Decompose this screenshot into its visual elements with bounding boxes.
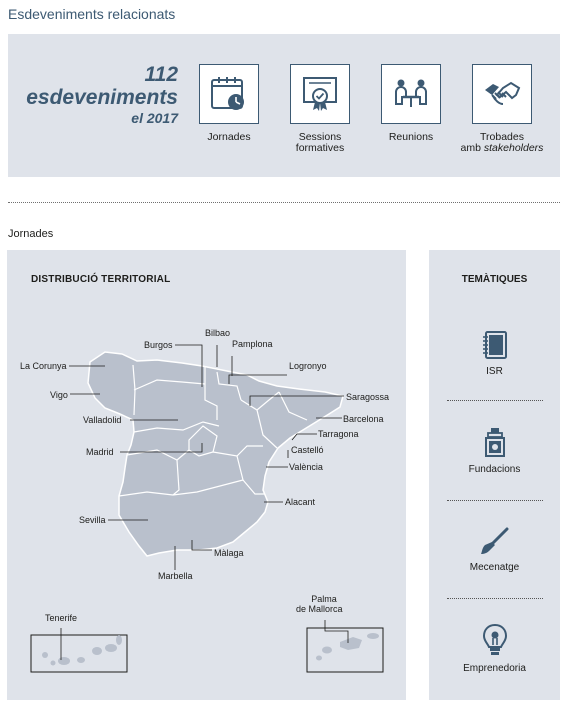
theme-label: Emprenedoria [463,663,526,674]
theme-label: ISR [486,366,503,377]
jar-icon [480,426,510,458]
events-count: 112 [144,63,178,86]
city-palma-line1: Palma [311,594,337,604]
city-bilbao: Bilbao [205,328,231,338]
paintbrush-icon [479,526,511,556]
city-valladolid: Valladolid [83,415,122,425]
city-madrid: Madrid [86,447,114,457]
theme-divider [447,598,543,599]
city-barcelona: Barcelona [343,414,384,424]
theme-label: Mecenatge [469,562,520,573]
city-tarragona: Tarragona [318,429,359,439]
city-castello: Castelló [291,445,324,455]
handshake-icon [472,64,532,124]
theme-divider [447,400,543,401]
theme-label: Fundacions [468,464,521,475]
map-title: DISTRIBUCIÓ TERRITORIAL [31,274,171,285]
city-vigo: Vigo [50,390,68,400]
theme-isr [429,330,560,377]
city-burgos: Burgos [144,340,173,350]
city-sevilla: Sevilla [79,515,106,525]
city-saragossa: Saragossa [346,392,390,402]
city-malaga: Màlaga [214,548,244,558]
events-year: el 2017 [131,110,178,126]
city-pamplona: Pamplona [232,339,273,349]
jornades-title: Jornades [8,228,54,240]
events-total [26,64,178,125]
territorial-distribution-panel [7,250,406,700]
category-jornades [179,64,279,143]
lightbulb-icon [480,623,510,657]
theme-mecenatge [429,526,560,573]
canary-islands [42,635,122,666]
section-title: Esdeveniments relacionats [8,6,176,22]
category-label: Jornades [207,131,251,143]
category-label: Reunions [388,131,434,143]
city-marbella: Marbella [158,571,193,581]
city-valencia: València [289,462,323,472]
events-word: esdeveniments [26,86,178,109]
category-sessions [270,64,370,154]
section-divider [8,202,560,203]
themes-title: TEMÀTIQUES [461,274,528,285]
category-label: Trobades amb stakeholders [460,131,544,154]
city-alacant: Alacant [285,497,316,507]
spain-map [7,250,406,700]
summary-panel [8,34,560,177]
certificate-icon [290,64,350,124]
category-label: Sessions formatives [295,131,345,154]
category-reunions [361,64,461,143]
city-la-corunya: La Corunya [20,361,67,371]
meeting-icon [381,64,441,124]
notebook-icon [480,330,510,360]
balearic-islands [316,633,379,661]
theme-fundacions [429,426,560,475]
city-palma-line2: de Mallorca [296,604,343,614]
calendar-icon [199,64,259,124]
city-tenerife: Tenerife [45,613,78,623]
category-trobades [452,64,552,154]
theme-emprenedoria [429,623,560,674]
themes-panel [429,250,560,700]
city-logronyo: Logronyo [289,361,327,371]
theme-divider [447,500,543,501]
